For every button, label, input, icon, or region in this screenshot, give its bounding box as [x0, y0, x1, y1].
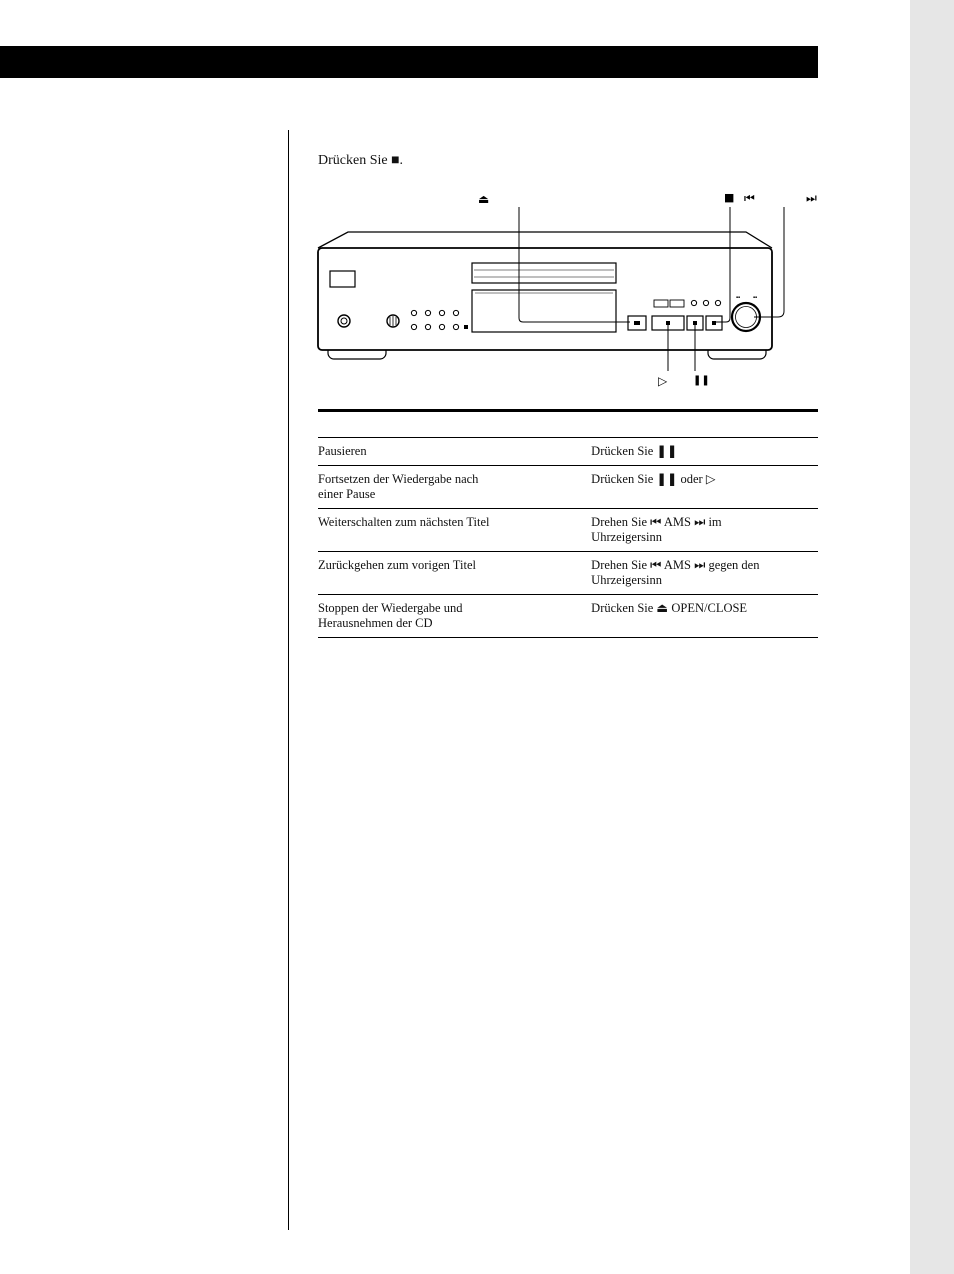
eject-label-icon: ⏏: [478, 192, 490, 206]
operation-cell: Fortsetzen der Wiedergabe nach einer Pause: [318, 466, 591, 509]
top-lid: [318, 232, 772, 248]
action-cell: Drücken Sie ⏏ OPEN/CLOSE: [591, 595, 818, 638]
operation-cell: Pausieren: [318, 438, 591, 466]
rewind-button[interactable]: [654, 300, 668, 307]
stop-label-icon: ■: [724, 191, 735, 204]
display-window: [472, 290, 616, 332]
operation-cell: Weiterschalten zum nächsten Titel: [318, 509, 591, 552]
power-window: [330, 271, 355, 287]
table-row: [318, 466, 818, 509]
operations-table: [318, 437, 818, 638]
action-cell: Drehen Sie ⏮ AMS ⏭ gegen den Uhrzeigersinn: [591, 552, 818, 595]
table-row: [318, 552, 818, 595]
action-cell: Drücken Sie ❚❚: [591, 438, 818, 466]
intro-text: Drücken Sie ■.: [318, 153, 404, 168]
page-header-band: [0, 46, 818, 78]
cd-player-figure: [310, 185, 840, 390]
svg-text:▪▪: ▪▪: [753, 295, 758, 299]
action-cell: Drücken Sie ❚❚ oder ▷: [591, 466, 818, 509]
play-label-icon: ▷: [658, 374, 668, 388]
page-side-strip: [910, 0, 954, 1274]
next-track-label-icon: ⏭: [806, 191, 817, 205]
action-cell: Drehen Sie ⏮ AMS ⏭ im Uhrzeigersinn: [591, 509, 818, 552]
table-top-rule: [318, 409, 818, 412]
pause-label-icon: ❚❚: [693, 375, 710, 386]
prev-track-label-icon: ⏮: [744, 191, 755, 205]
table-row: [318, 438, 818, 466]
table-row: [318, 509, 818, 552]
table-row: [318, 595, 818, 638]
fast-forward-button[interactable]: [670, 300, 684, 307]
operation-cell: Stoppen der Wiedergabe und Herausnehmen der CD: [318, 595, 591, 638]
column-rule: [288, 130, 289, 1230]
svg-text:▪▪: ▪▪: [736, 295, 741, 299]
cd-player-drawing: [310, 185, 840, 390]
disc-tray: [472, 263, 616, 283]
operation-cell: Zurückgehen zum vorigen Titel: [318, 552, 591, 595]
